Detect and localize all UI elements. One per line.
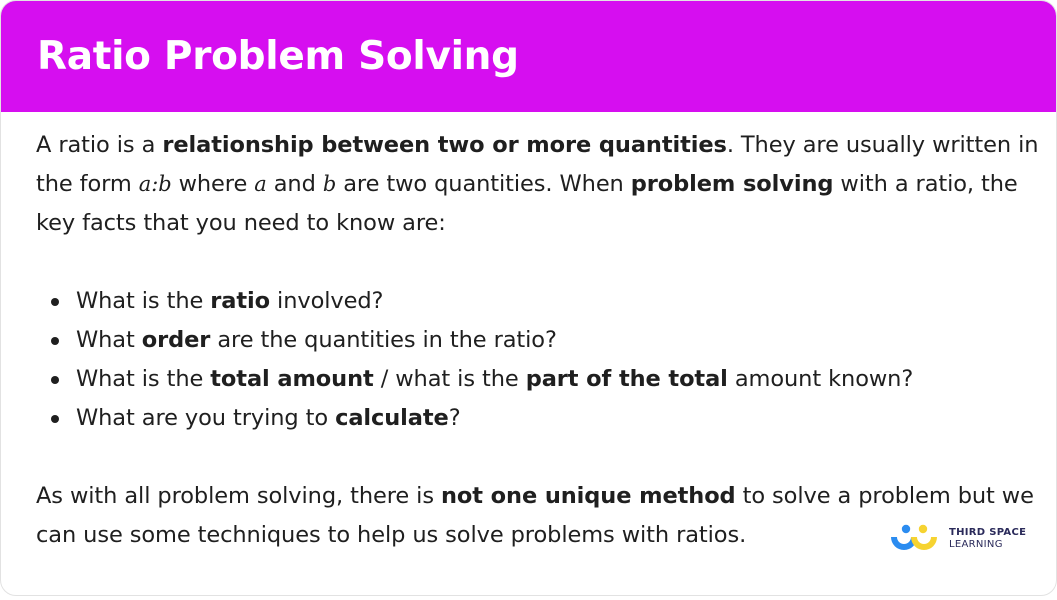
list-item: [36, 282, 1042, 321]
text-run: amount known?: [727, 366, 914, 392]
bold-run: order: [141, 327, 211, 353]
key-facts-list: [36, 282, 1042, 438]
bullet-dot: [51, 298, 59, 306]
text-run: where: [171, 171, 255, 197]
math-var-a: a: [254, 172, 267, 196]
bold-run: relationship between two or more quantities: [162, 132, 727, 158]
text-run: to solve a problem but we can use some techniques to help us solve problems with ratios.: [36, 483, 1034, 548]
bold-run: calculate: [335, 405, 449, 431]
text-run: What is the: [76, 288, 211, 314]
list-item: [36, 321, 1042, 360]
content-area: [1, 112, 1056, 555]
page-title: Ratio Problem Solving: [37, 34, 519, 79]
third-space-learning-logo: [889, 523, 1026, 555]
text-run: What: [76, 327, 142, 353]
bullet-dot: [51, 376, 59, 384]
bold-run: ratio: [210, 288, 270, 314]
text-run: are two quantities. When: [336, 171, 631, 197]
bold-run: total amount: [210, 366, 374, 392]
bold-run: problem solving: [630, 171, 834, 197]
title-banner: [1, 1, 1056, 112]
bold-run: part of the total: [525, 366, 728, 392]
third-space-learning-logo-icon: [889, 523, 939, 555]
text-run: A ratio is a: [36, 132, 163, 158]
text-run: with a ratio, the key facts that you need to know are:: [36, 171, 1018, 236]
bullet-dot: [51, 415, 59, 423]
math-var-b: b: [322, 172, 337, 196]
logo-line-2: LEARNING: [949, 539, 1003, 550]
intro-paragraph: [36, 126, 1042, 243]
text-run: and: [266, 171, 323, 197]
spacer: [36, 243, 1042, 282]
text-run: What is the: [76, 366, 211, 392]
text-run: involved?: [270, 288, 384, 314]
bold-run: not one unique method: [441, 483, 736, 509]
text-run: . They are usually written in the form: [36, 132, 1039, 197]
text-run: As with all problem solving, there is: [36, 483, 442, 509]
math-ratio: a:b: [138, 172, 172, 196]
bullet-dot: [51, 337, 59, 345]
text-run: What are you trying to: [76, 405, 336, 431]
text-run: ?: [448, 405, 461, 431]
spacer: [36, 438, 1042, 477]
list-item: [36, 399, 1042, 438]
logo-line-1: THIRD SPACE: [949, 527, 1027, 538]
logo-wordmark: [949, 527, 1026, 551]
list-item: [36, 360, 1042, 399]
text-run: are the quantities in the ratio?: [210, 327, 557, 353]
text-run: / what is the: [373, 366, 526, 392]
